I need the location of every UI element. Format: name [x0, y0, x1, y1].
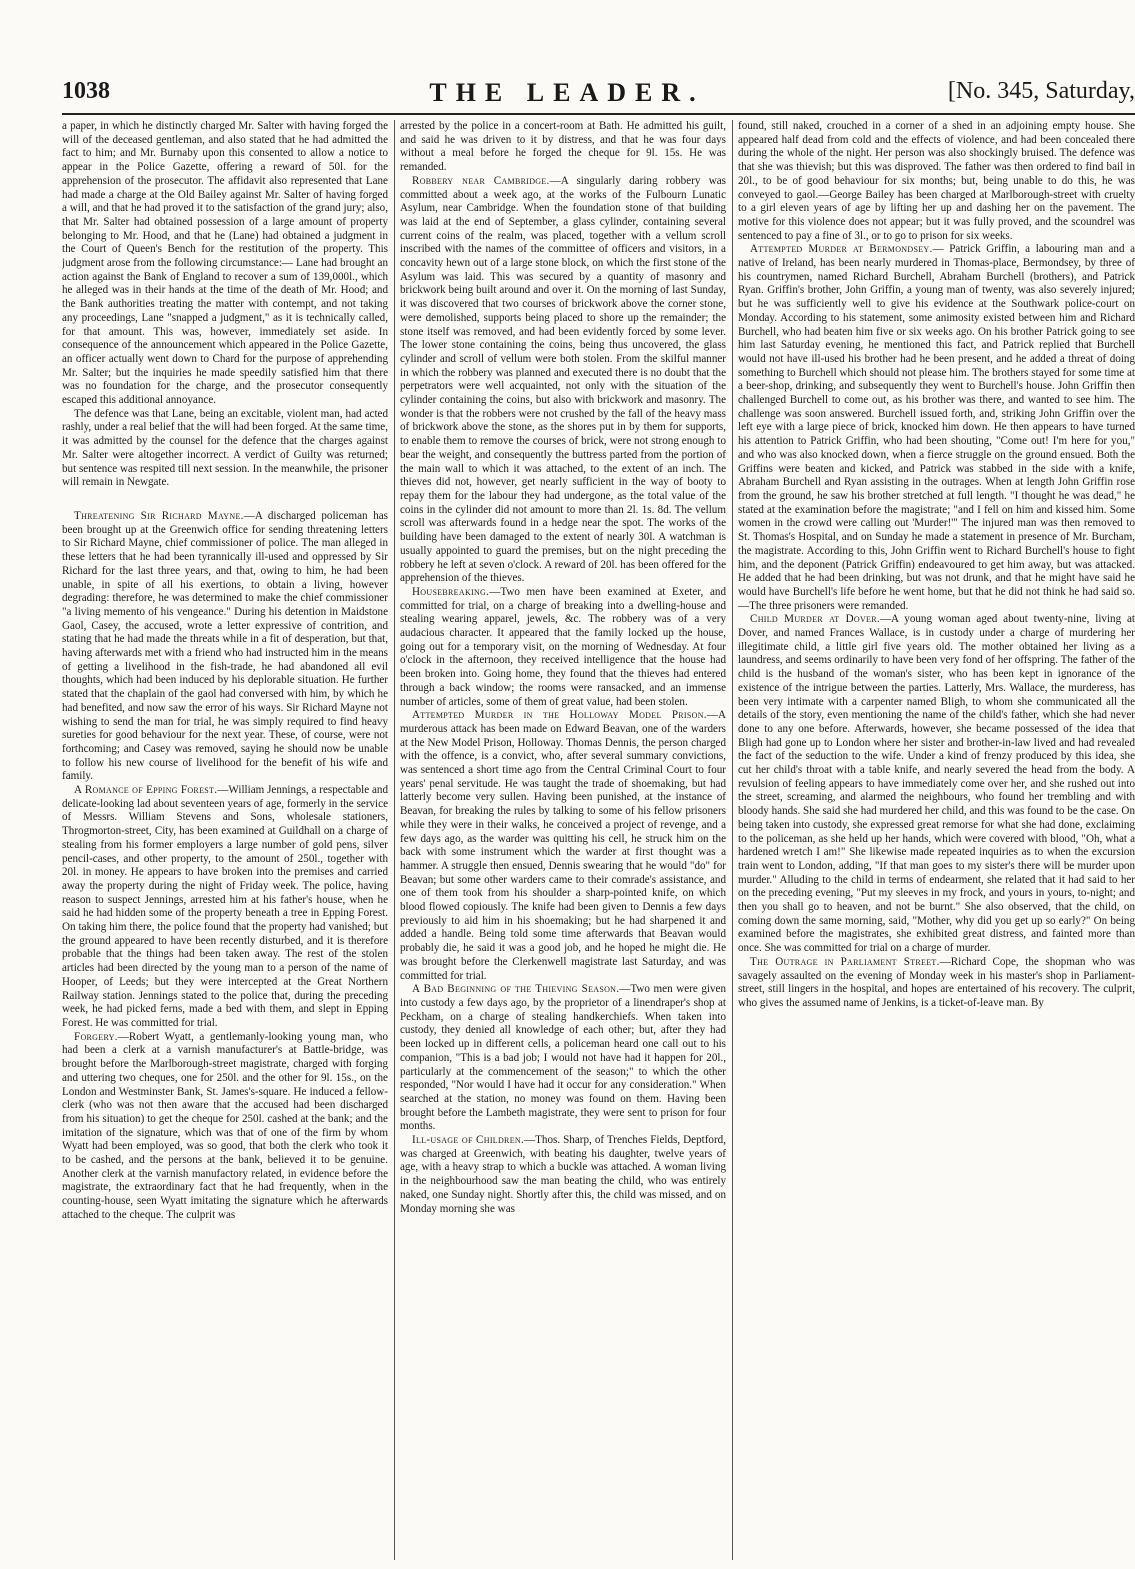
article-paragraph: found, still naked, crouched in a corner of a shed in an adjoining empty house. She appeared half dead from cold and the effects of violence, and had been concealed there during the whole of the night. Her person was also shockingly bruised. The defence was that she was thievish; but this was disproved. The father was then ordered to find bail in 20l., to be of good behaviour for six months; but, being unable to do this, he was conveyed to gaol.—George Bailey has been charged at Marlborough-street with cruelty to a girl eleven years of age by lifting her up and dashing her on the pavement. The motive for this violence does not appear; but it was fully proved, and the scoundrel was sentenced to pay a fine of 3l., or to go to prison for six weeks. [738, 120, 1135, 242]
article-body: —Robert Wyatt, a gentlemanly-looking young man, who had been a clerk at a varnish manufacturer's at Battle-bridge, was brought before the Marlborough-street magistrate, charged with forging and uttering two cheques, one for 250l. and the other for 9l. 15s., on the London and Westminster Bank, St. James's-square. He induced a fellow-clerk (who was not then aware that the accused had been discharged from his situation) to get the cheque for 250l. cashed at the bank; and the imitation of the signature, which was that of one of the firm by whom Wyatt had been employed, was so good, that both the clerk who took it to be cashed, and the persons at the bank, believed it to be genuine. Another clerk at the varnish manufactory related, in evidence before the magistrate, the extraordinary fact that he had frequently, when in the counting-house, seen Wyatt imitating the signature which he afterwards attached to the cheque. The culprit was [62, 1030, 388, 1221]
article-heading: Ill-usage of Children. [412, 1134, 525, 1147]
article-paragraph [62, 784, 388, 1031]
article-paragraph: a paper, in which he distinctly charged Mr. Salter with having forged the will of the deceased gentleman, and also stated that he had admitted the fact to him; and Mr. Burnaby upon this consented to allow a notice to appear in the Police Gazette, offering a reward of 50l. for the apprehension of the prosecutor. The affidavit also represented that Lane had made a charge at the Old Bailey against Mr. Salter of having forged a will, and that he had proved it to the satisfaction of the grand jury; also, that Mr. Salter had obtained possession of a large amount of property belonging to Mr. Hood, and that he (Lane) had obtained a judgment in the Court of Queen's Bench for the restitution of the property. This judgment arose from the following circumstance:— Lane had brought an action against the Bank of England to recover a sum of 139,000l., which he alleged was in their hands at the time of the death of Mr. Hood; and the Bank authorities treating the matter with contempt, and not taking any proceedings, Lane "snapped a judgment," as it is technically called, for that amount. This was, however, immediately set aside. In consequence of the announcement which appeared in the Police Gazette, an officer actually went down to Chard for the purpose of apprehending Mr. Salter; but the inquiries he made speedily satisfied him that there was no foundation for the charge, and the prosecutor consequently escaped this additional annoyance. [62, 120, 388, 407]
article-body: —Richard Cope, the shopman who was savagely assaulted on the evening of Monday week in his master's shop in Parliament-street, still lingers in the hospital, and hopes are entertained of his recovery. The culprit, who gives the assumed name of Jenkins, is a ticket-of-leave man. By [738, 955, 1135, 1009]
article-body: —Thos. Sharp, of Trenches Fields, Deptford, was charged at Greenwich, with beating his daughter, twelve years of age, with a heavy strap to which a buckle was attached. A woman living in the neighbourhood saw the man beating the child, who was entirely naked, one Sunday night. Shortly after this, the child was missed, and on Monday morning she was [400, 1134, 726, 1215]
masthead-title: THE LEADER. [429, 78, 705, 107]
article-paragraph [400, 586, 726, 709]
article-heading: The Outrage in Parliament Street. [750, 955, 940, 968]
article-paragraph [738, 956, 1135, 1011]
article-body: —Two men were given into custody a few days ago, by the proprietor of a linendraper's shop at Peckham, on a charge of stealing handkerchiefs. When taken into custody, they denied all knowledge of each other; but, after they had been locked up in different cells, a policeman heard one call out to his companion, "This is a bad job; I would not have had it happen for 20l., particularly at the commencement of the season;" to which the other responded, "Nor would I have had it occur for any consideration." When searched at the station, no money was found on them. Having been brought before the Lambeth magistrate, they were sent to prison for four months. [400, 983, 726, 1133]
column-3 [738, 120, 1135, 1560]
page-number: 1038 [62, 78, 110, 104]
article-heading: A Bad Beginning of the Thieving Season. [412, 983, 620, 996]
article-paragraph [400, 709, 726, 983]
article-paragraph: The defence was that Lane, being an excitable, violent man, had acted rashly, under a real belief that the will had been forged. At the same time, it was admitted by the counsel for the defence that the charges against Mr. Salter were altogether incorrect. A verdict of Guilty was returned; but sentence was respited till next session. In the meanwhile, the prisoner will remain in Newgate. [62, 407, 388, 489]
page-header [62, 78, 1135, 108]
article-body: —A singularly daring robbery was committed about a week ago, at the works of the Fulbourn Lunatic Asylum, near Cambridge. When the foundation stone of that building was laid at the end of September, a glass cylinder, containing several current coins of the realm, was placed, together with a vellum scroll inscribed with the names of the committee of officers and visitors, in a concavity hewn out of a large stone block, on which the first stone of the Asylum was laid. This was secured by a quantity of masonry and brickwork being built around and over it. On the morning of last Sunday, it was discovered that two courses of brickwork above the corner stone, were demolished, supports being placed to shore up the remainder; the stone itself was removed, and had been evidently forced by some lever. The lower stone containing the coins, being thus uncovered, the glass cylinder and scroll of vellum were both stolen. From the skilful manner in which the robbery was planned and executed there is no doubt that the perpetrators were well acquainted, not only with the situation of the cylinder containing the coins, but also with brickwork and masonry. The wonder is that the robbers were not crushed by the fall of the heavy mass of brickwork above the stone, as the shores put in by them for supports, to enable them to remove the courses of brick, were not strong enough to bear the weight, and consequently the buttress parted from the portion of the main wall to which it was attached, to the extent of an inch. The thieves did not, however, get nearly sufficient in the way of booty to repay them for the labour they had undergone, as the total value of the coins in the cylinder did not amount to more than 2l. 1s. 8d. The vellum scroll was afterwards found in a hedge near the spot. The works of the building have been damaged to the extent of nearly 30l. A watchman is usually appointed to guard the premises, but on the night preceding the robbery he left at seven o'clock. A reward of 20l. has been offered for the apprehension of the thieves. [400, 174, 726, 585]
article-heading: Attempted Murder at Bermondsey. [750, 243, 933, 256]
article-paragraph [62, 510, 388, 784]
article-body: —A discharged policeman has been brought up at the Greenwich office for sending threatening letters to Sir Richard Mayne, chief commissioner of police. The man alleged in these letters that he had been tyrannically ill-used and oppressed by Sir Richard for the last three years, and that, owing to him, he had been unable, in spite of all his exertions, to obtain a living, however degrading: therefore, he was determined to make the chief commissioner "a living memento of his vengeance." During his detention in Maidstone Gaol, Casey, the accused, wrote a letter expressive of contrition, and stating that he had made the threats while in a fit of desperation, but that, having afterwards met with a friend who had instructed him in the means of getting a livelihood in the fish-trade, he had abandoned all evil thoughts, which had been induced by his deplorable situation. He further stated that the chaplain of the gaol had conversed with him, by which he had benefited, and now saw the error of his ways. Sir Richard Mayne not wishing to send the man for trial, he was simply required to find heavy sureties for good behaviour for the next year. These, of course, were not forthcoming; and Casey was removed, saying he should now be unable to follow his new course of livelihood for the benefit of his wife and family. [62, 509, 388, 783]
article-heading: Child Murder at Dover. [750, 613, 880, 626]
article-heading: Robbery near Cambridge. [412, 174, 550, 187]
article-body: —William Jennings, a respectable and delicate-looking lad about seventeen years of age, formerly in the service of Messrs. William Stevens and Sons, wholesale stationers, Throgmorton-street, City, has been examined at Guildhall on a charge of stealing from his former employers a large number of gold pens, silver pencil-cases, and other property, to the amount of 250l., together with 20l. in money. He appears to have broken into the premises and carried away the property during the night of Friday week. The police, having reason to suspect Jennings, arrested him at his father's house, when he said he had hidden some of the property beneath a tree in Epping Forest. On taking him there, the police found that the property had vanished; but the ground appeared to have been recently disturbed, and it is therefore probable that the things had been taken away. The rest of the stolen articles had been directed by the young man to a person of the name of Hooper, of Leeds; but they were intercepted at the Great Northern Railway station. Jennings stated to the police that, during the preceding week, he had picked ferns, made a bed with them, and slept in Epping Forest. He was committed for trial. [62, 784, 388, 1029]
article-paragraph [400, 983, 726, 1134]
article-body: —A young woman aged about twenty-nine, living at Dover, and named Frances Wallace, is in custody under a charge of murdering her illegitimate child, a little girl five years old. The mother obtained her living as a laundress, and seems ordinarily to have been very fond of her offspring. The father of the child is the husband of the woman's sister, who has been kept in ignorance of the existence of the intrigue between the parties. Latterly, Mrs. Wallace, the murderess, has been very intimate with a carpenter named Bligh, to whom she communicated all the details of the story, even mentioning the name of the child's father, which she had never done to any one before. Afterwards, however, she became possessed of the idea that Bligh had gone up to London where her sister and brother-in-law lived and had revealed the fact of the seduction to the wife. Under a kind of frenzy produced by this idea, she cut her child's throat with a table knife, and nearly severed the head from the body. A revulsion of feeling appears to have immediately come over her, and she rushed out into the street, screaming, and alarmed the neighbours, who found her trembling and with bloody hands. She said she had murdered her child, and this was found to be the case. On being taken into custody, she expressed great remorse for what she had done, exclaiming to the policeman, as she held up her hands, which were covered with blood, "Oh, what a hardened wretch I am!" She likewise made repeated inquiries as to when the excursion train went to London, adding, "If that man goes to my sister's there will be murder upon murder." Alluding to the child in terms of endearment, she related that it had said to her on the preceding evening, "Put my sleeves in my frock, and yours in yours, to-night; and then you shall go to heaven, and not be burnt." She also observed, that the child, on coming down the same morning, said, "Mother, why did you get up so early?" On being examined before the magistrates, she exhibited great distress, and fainted more than once. She was committed for trial on a charge of murder. [738, 613, 1135, 955]
issue-number: [No. 345, Saturday, [947, 78, 1135, 104]
columns [62, 120, 1135, 1560]
column-2 [400, 120, 726, 1560]
article-body: —A murderous attack has been made on Edward Beavan, one of the warders at the New Model Prison, Holloway. Thomas Dennis, the person charged with the offence, is a convict, who, after several summary convictions, was sentenced a short time ago from the Central Criminal Court to four years' penal servitude. He was taught the trade of shoemaking, but had latterly become very sullen. Having been punished, at the instance of Beavan, for breaking the rules by talking to some of his fellow prisoners while they were in their walks, he conceived a project of revenge, and a few days ago, as the warder was quitting his cell, he struck him on the back with some instrument which the warder at first thought was a hammer. A struggle then ensued, Dennis swearing that he would "do" for Beavan; but some other warders came to their comrade's assistance, and one of them took from his shoulder a sharp-pointed knife, on which blood flowed copiously. The knife had been given to Dennis a few days previously to aid him in his shoemaking; but he had sharpened it and added a handle. Being told some time afterwards that Beavan would probably die, he said it was a good job, and he hoped he might die. He was brought before the Clerkenwell magistrate last Saturday, and was committed for trial. [400, 709, 726, 982]
article-heading: Housebreaking. [412, 585, 490, 598]
header-rule [62, 113, 1135, 115]
article-body: — Patrick Griffin, a labouring man and a native of Ireland, has been nearly murdered in Thomas-place, Bermondsey, by three of his countrymen, named Richard Burchell, Abraham Burchell (brothers), and Patrick Ryan. Griffin's brother, John Griffin, a young man of twenty, was also severely injured; but he was sufficiently well to give his evidence at the Southwark police-court on Monday. According to his statement, some animosity existed between him and Richard Burchell, who had beaten him five or six weeks ago. On his brother Patrick going to see him last Saturday evening, he mentioned this fact, and Patrick replied that Burchell would not have ill-used his brother had he been present, and he added a threat of doing something to Burchell which should not please him. The brothers stayed for some time at a beer-shop, drinking, and subsequently they went to Burchell's house. John Griffin then challenged Burchell to come out, as his brother was there, and wanted to see him. The challenge was soon answered. Burchell issued forth, and, striking John Griffin over the left eye with a large piece of brick, knocked him down. He then appears to have turned his attention to Patrick Griffin, who had been shouting, "Come out! I'm here for you," and who was also knocked down, when a fierce struggle on the ground ensued. Both the Griffins were beaten and kicked, and Patrick was stabbed in the side with a knife, Abraham Burchell and Ryan assisting in the outrages. When at length John Griffin rose from the ground, he saw his brother stretched at full length. "I thought he was dead," he stated at the examination before the magistrate; "and I fell on him and kissed him. Some women in the crowd were calling out 'Murder!'" The injured man was then removed to St. Thomas's Hospital, and on Sunday he made a statement in presence of Mr. Burcham, the magistrate. According to this, John Griffin went to Richard Burchell's house to fight him, and the deponent (Patrick Griffin) endeavoured to get him away, but was attacked. He added that he had been drinking, but was not drunk, and that he might have said he would have Burchell's life before he went home, but that he did not think he had said so.—The three prisoners were remanded. [738, 243, 1135, 612]
article-heading: A Romance of Epping Forest. [74, 784, 218, 797]
article-paragraph [62, 1031, 388, 1223]
article-heading: Forgery. [74, 1030, 118, 1043]
article-paragraph [738, 613, 1135, 956]
article-body: —Two men have been examined at Exeter, and committed for trial, on a charge of breaking into a dwelling-house and stealing wearing apparel, jewels, &c. The robbery was of a very audacious character. It appeared that the family locked up the house, going out for a temporary visit, on the morning of Wednesday. At four o'clock in the afternoon, they received intelligence that the house had been broken into. Going home, they found that the thieves had entered through a back window; the rooms were ransacked, and an immense number of articles, some of them of great value, had been stolen. [400, 585, 726, 708]
column-1 [62, 120, 388, 1560]
article-heading: Attempted Murder in the Holloway Model Prison. [412, 709, 707, 722]
article-paragraph [738, 243, 1135, 613]
article-paragraph: arrested by the police in a concert-room at Bath. He admitted his guilt, and said he was driven to it by distress, and that he was four days without a meal before he forged the cheque for 9l. 15s. He was remanded. [400, 120, 726, 174]
article-paragraph [400, 1134, 726, 1216]
article-heading: Threatening Sir Richard Mayne. [74, 509, 244, 522]
article-paragraph [400, 175, 726, 586]
